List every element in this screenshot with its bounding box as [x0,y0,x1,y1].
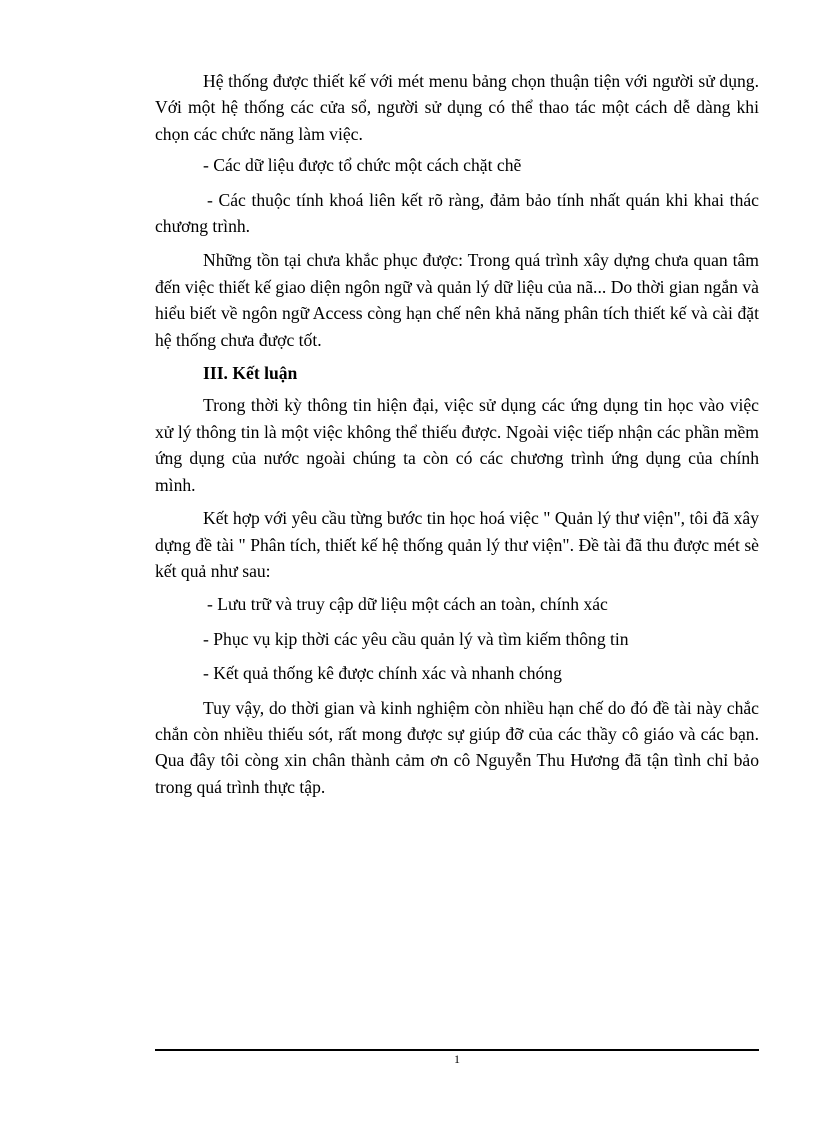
paragraph-system-design: Hệ thống được thiết kế với mét menu bảng chọn thuận tiện với người sử dụng. Với một hệ thống các cửa sổ, người sử dụng có thể thao tác một cách dễ dàng khi chọn các chức năng làm việc. [155,71,759,144]
page-body [155,68,759,807]
list-item-management-search: - Phục vụ kịp thời các yêu cầu quản lý và tìm kiếm thông tin [203,628,629,649]
list-item-data-organized: - Các dữ liệu được tổ chức một cách chặt chẽ [203,155,522,176]
section-heading-conclusion: III. Kết luận [203,363,298,384]
list-item-storage-access: - Lưu trữ và truy cập dữ liệu một cách an toàn, chính xác [207,594,608,615]
list-item-statistics: - Kết quả thống kê được chính xác và nhanh chóng [203,663,562,684]
paragraph-remaining-issues: Những tồn tại chưa khắc phục được: Trong quá trình xây dựng chưa quan tâm đến việc thiết kế giao diện ngôn ngữ và quản lý dữ liệu của nã... Do thời gian ngắn và hiểu biết về ngôn ngữ Access còng hạn chế nên khả năng phân tích thiết kế và cài đặt hệ thống chưa được tốt. [155,250,759,350]
list-item-key-attributes: - Các thuộc tính khoá liên kết rõ ràng, đảm bảo tính nhất quán khi khai thác chương trình. [155,189,759,237]
page-number: 1 [454,1052,460,1066]
paragraph-modern-era: Trong thời kỳ thông tin hiện đại, việc sử dụng các ứng dụng tin học vào việc xử lý thông tin là một việc không thể thiếu được. Ngoài việc tiếp nhận các phần mềm ứng dụng của nước ngoài chúng ta còn có các chương trình ứng dụng của chính mình. [155,395,759,495]
footer-divider [155,1049,759,1051]
paragraph-project-results: Kết hợp với yêu cầu từng bước tin học hoá việc " Quản lý thư viện", tôi đã xây dựng đề tài " Phân tích, thiết kế hệ thống quản lý thư viện". Đề tài đã thu được mét sè kết quả như sau: [155,508,759,581]
paragraph-acknowledgement: Tuy vậy, do thời gian và kinh nghiệm còn nhiều hạn chế do đó đề tài này chắc chắn còn nhiều thiếu sót, rất mong được sự giúp đỡ của các thầy cô giáo và các bạn. Qua đây tôi còng xin chân thành cảm ơn cô Nguyễn Thu Hương đã tận tình chỉ bảo trong quá trình thực tập. [155,697,759,797]
